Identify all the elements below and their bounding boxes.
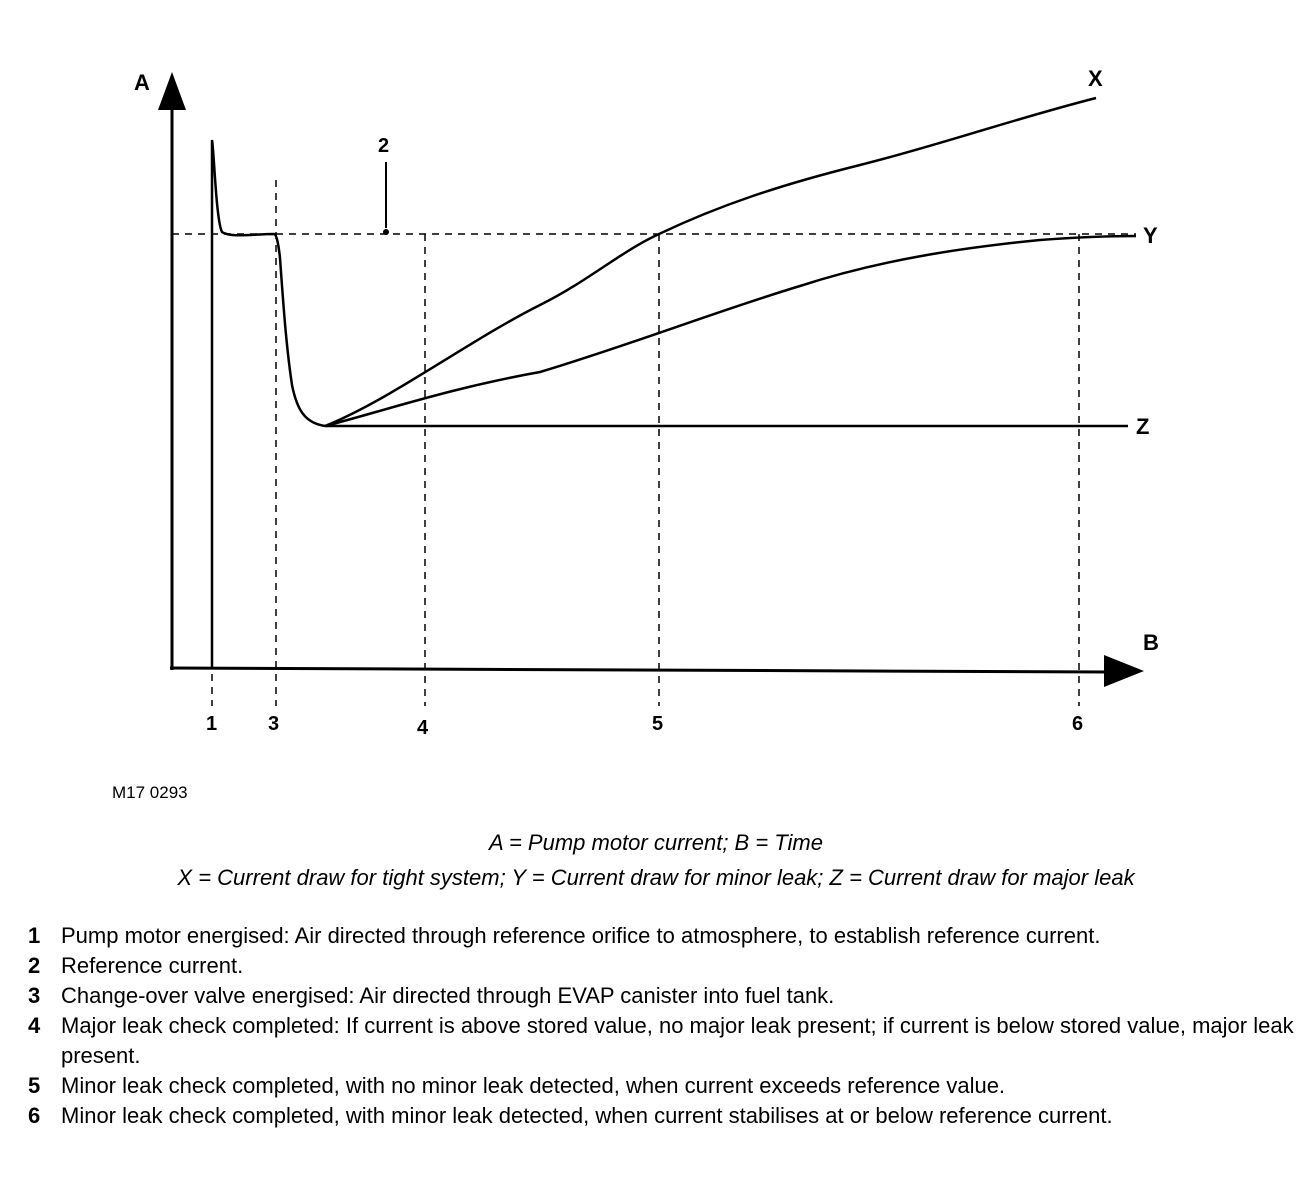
legend-number: 1	[28, 923, 41, 948]
legend-text: Minor leak check completed, with minor leak detected, when current stabilises at or below reference current.	[61, 1103, 1113, 1128]
time-marker-6: 6	[1072, 713, 1084, 735]
legend-text: Reference current.	[61, 953, 244, 978]
time-marker-5: 5	[652, 713, 664, 735]
legend-item	[28, 1101, 1298, 1131]
legend-list	[28, 921, 1298, 1131]
diagram-reference-code: M17 0293	[112, 783, 188, 802]
legend-number: 4	[28, 1013, 41, 1038]
legend-item	[28, 951, 1298, 981]
initial-current-trace	[212, 140, 325, 668]
legend-item	[28, 921, 1298, 951]
caption-line-2: X = Current draw for tight system; Y = Current draw for minor leak; Z = Current draw for major leak	[177, 865, 1135, 890]
legend-item	[28, 1011, 1298, 1071]
x-axis-arrow	[1104, 655, 1144, 687]
curve-y-label: Y	[1143, 223, 1158, 248]
legend-item	[28, 1071, 1298, 1101]
legend-text: Pump motor energised: Air directed through reference orifice to atmosphere, to establish reference current.	[61, 923, 1101, 948]
curve-x-tight-system	[325, 98, 1096, 426]
time-marker-3: 3	[268, 713, 280, 735]
y-axis-arrow	[158, 72, 186, 110]
curve-x-label: X	[1088, 66, 1103, 91]
curve-y-minor-leak	[325, 236, 1136, 426]
legend-text: Change-over valve energised: Air directed through EVAP canister into fuel tank.	[61, 983, 835, 1008]
reference-marker-label: 2	[378, 135, 390, 157]
legend-number: 3	[28, 983, 41, 1008]
legend-text: Minor leak check completed, with no minor leak detected, when current exceeds reference value.	[61, 1073, 1006, 1098]
time-marker-4: 4	[417, 717, 429, 739]
x-axis-label: B	[1143, 630, 1159, 655]
legend-number: 5	[28, 1073, 41, 1098]
legend-number: 2	[28, 953, 41, 978]
y-axis-label: A	[134, 70, 150, 95]
legend-item	[28, 981, 1298, 1011]
x-axis	[170, 668, 1108, 672]
legend-text: Major leak check completed: If current is above stored value, no major leak present; if current is below stored value, major leak present.	[61, 1013, 1294, 1068]
reference-marker-dot	[383, 229, 389, 235]
time-marker-1: 1	[206, 713, 218, 735]
curve-z-label: Z	[1136, 414, 1150, 439]
caption-line-1: A = Pump motor current; B = Time	[489, 830, 823, 855]
legend-number: 6	[28, 1103, 41, 1128]
